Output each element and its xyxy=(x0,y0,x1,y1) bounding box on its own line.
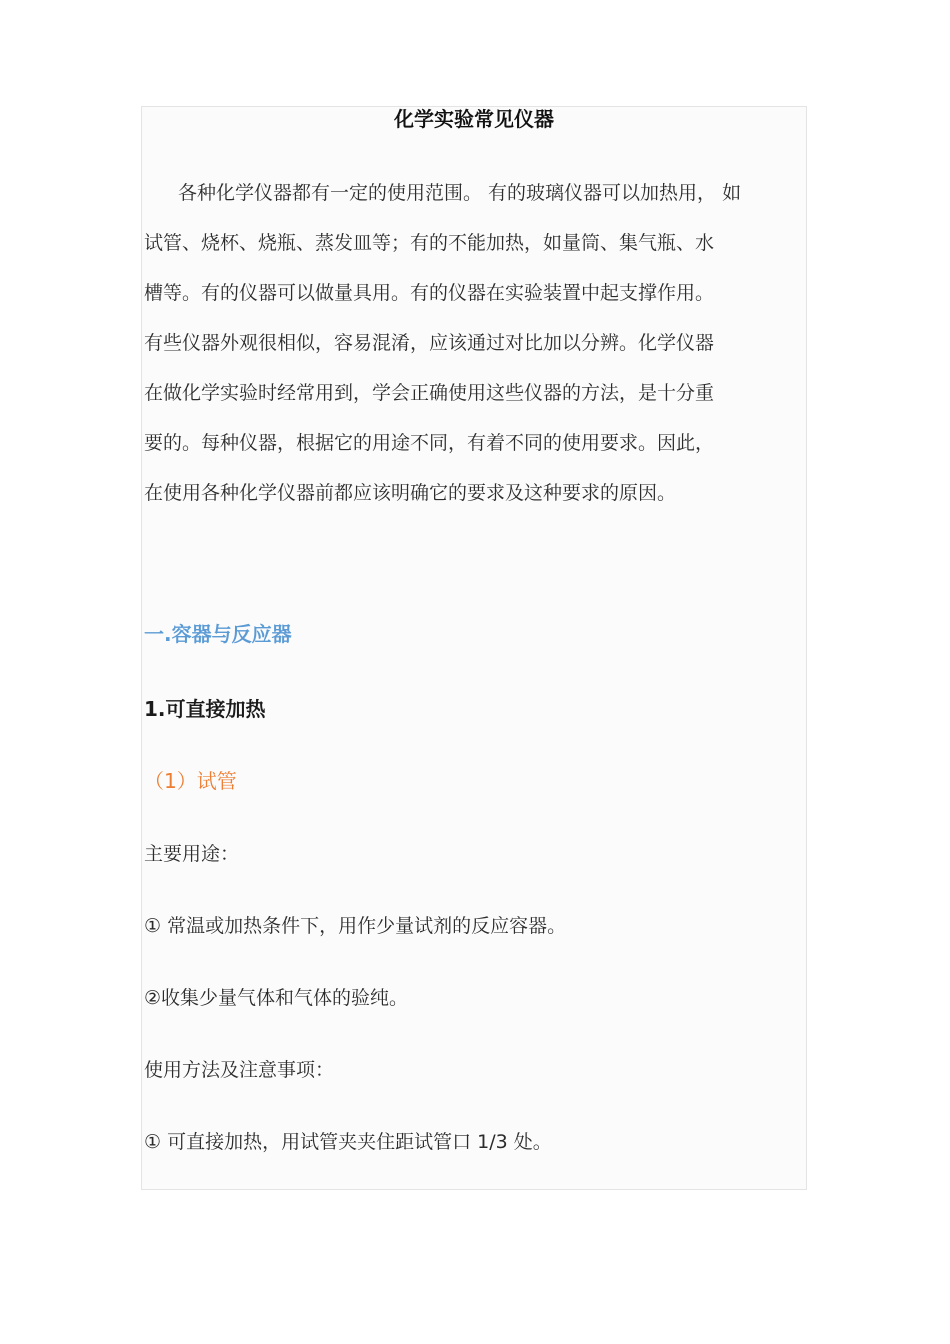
method-label: 使用方法及注意事项： xyxy=(144,1059,335,1081)
usage-label: 主要用途： xyxy=(144,843,240,865)
usage-item-2: ②收集少量气体和气体的验纯。 xyxy=(144,987,409,1009)
intro-line: 在做化学实验时经常用到，学会正确使用这些仪器的方法，是十分重 xyxy=(144,382,715,404)
document-title: 化学实验常见仪器 xyxy=(394,107,554,131)
intro-line: 有些仪器外观很相似，容易混淆，应该通过对比加以分辨。化学仪器 xyxy=(144,332,715,354)
sub-heading: 1.可直接加热 xyxy=(144,697,266,721)
intro-line: 试管、烧杯、烧瓶、蒸发皿等；有的不能加热，如量筒、集气瓶、水 xyxy=(144,232,715,254)
method-item-1: ① 可直接加热，用试管夹夹住距试管口 1/3 处。 xyxy=(144,1131,552,1153)
item-heading: （1）试管 xyxy=(144,769,237,793)
intro-line: 槽等。有的仪器可以做量具用。有的仪器在实验装置中起支撑作用。 xyxy=(144,282,715,304)
intro-line: 要的。每种仪器，根据它的用途不同，有着不同的使用要求。因此， xyxy=(144,432,715,454)
intro-line: 各种化学仪器都有一定的使用范围。 有的玻璃仪器可以加热用， 如 xyxy=(178,182,742,204)
intro-paragraph xyxy=(144,168,808,518)
usage-item-1: ① 常温或加热条件下，用作少量试剂的反应容器。 xyxy=(144,915,567,937)
intro-line: 在使用各种化学仪器前都应该明确它的要求及这种要求的原因。 xyxy=(144,482,677,504)
section-heading: 一.容器与反应器 xyxy=(144,622,292,646)
